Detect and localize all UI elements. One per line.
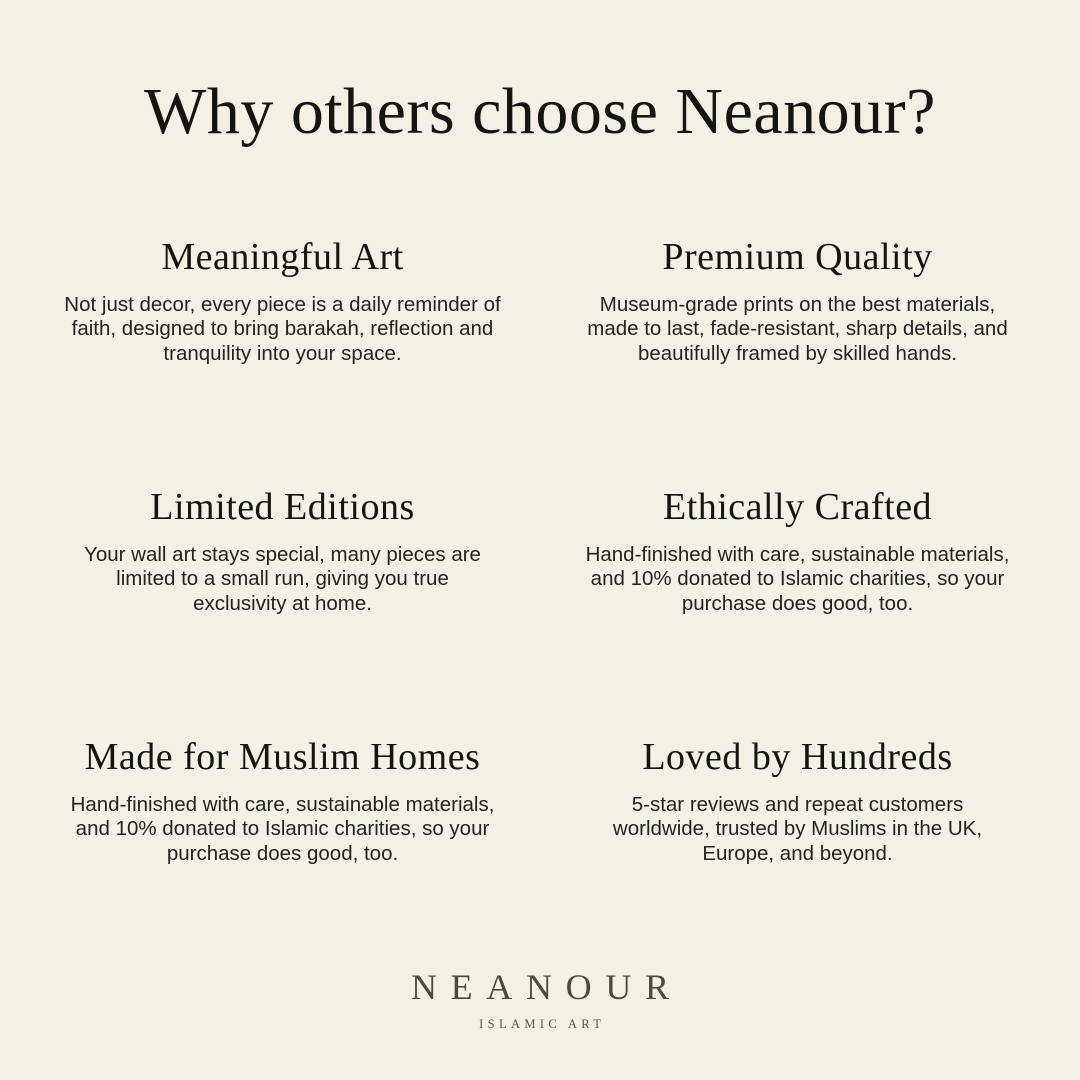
feature-heading: Ethically Crafted [662,486,933,528]
brand-tagline: ISLAMIC ART [479,1017,606,1031]
feature-body: Your wall art stays special, many pieces are limited to a small run, giving you true exclusivity at home. [84,542,481,616]
feature-body: Museum-grade prints on the best materials, made to last, fade-resistant, sharp details, and beautifully framed by skilled hands. [587,292,1008,366]
brand-logo-wordmark: NEANOUR [410,967,683,1007]
feature-body: Not just decor, every piece is a daily reminder of faith, designed to bring barakah, reflection and tranquility into your space. [64,292,501,366]
feature-card-made-for-muslim-homes [60,736,505,986]
feature-heading: Limited Editions [150,486,415,528]
feature-heading: Meaningful Art [161,236,404,278]
feature-heading: Loved by Hundreds [642,736,953,778]
feature-card-loved-by-hundreds [575,736,1020,986]
feature-card-premium-quality [575,236,1020,486]
feature-card-ethically-crafted [575,486,1020,736]
page-title: Why others choose Neanour? [144,75,936,148]
feature-card-meaningful-art [60,236,505,486]
feature-heading: Made for Muslim Homes [84,736,481,778]
feature-body: Hand-finished with care, sustainable materials, and 10% donated to Islamic charities, so your purchase does good, too. [585,542,1010,616]
feature-body: 5-star reviews and repeat customers worldwide, trusted by Muslims in the UK, Europe, and beyond. [612,792,983,866]
feature-card-limited-editions [60,486,505,736]
features-grid [60,236,1020,986]
feature-body: Hand-finished with care, sustainable materials, and 10% donated to Islamic charities, so your purchase does good, too. [70,792,495,866]
feature-heading: Premium Quality [662,236,933,278]
